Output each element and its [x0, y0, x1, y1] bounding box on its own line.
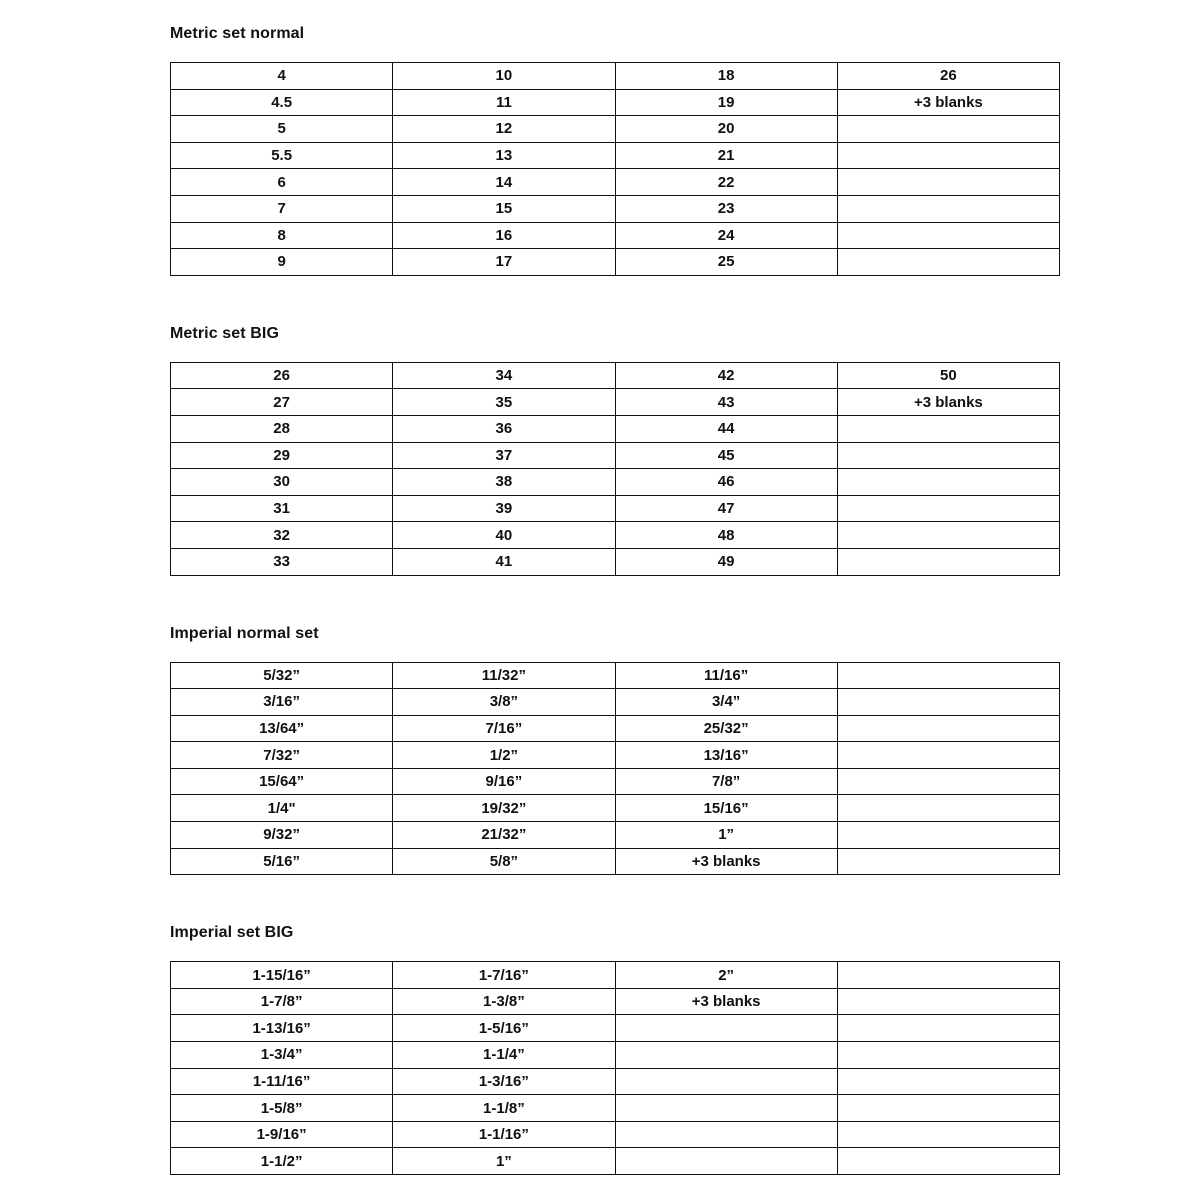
table-cell: [615, 1095, 837, 1122]
table-cell: 37: [393, 442, 615, 469]
table-row: [171, 962, 1060, 989]
table-cell: 1/2”: [393, 742, 615, 769]
table-cell: 42: [615, 362, 837, 389]
table-row: [171, 222, 1060, 249]
table-cell: 7/16”: [393, 715, 615, 742]
section-title-metric-normal: Metric set normal: [170, 25, 305, 42]
table-cell: 13/64”: [171, 715, 393, 742]
table-cell: 12: [393, 116, 615, 143]
table-cell: 43: [615, 389, 837, 416]
table-cell: 49: [615, 548, 837, 575]
table-row: [171, 362, 1060, 389]
table-cell: [837, 795, 1059, 822]
table-cell: 4: [171, 63, 393, 90]
table-cell: 50: [837, 362, 1059, 389]
table-cell: [837, 116, 1059, 143]
table-row: [171, 415, 1060, 442]
table-cell: 22: [615, 169, 837, 196]
table-row: [171, 249, 1060, 276]
table-cell: [615, 1042, 837, 1069]
table-cell: 5/32”: [171, 662, 393, 689]
table-cell: [837, 689, 1059, 716]
table-row: [171, 522, 1060, 549]
table-cell: 1”: [615, 822, 837, 849]
table-cell: 1”: [393, 1148, 615, 1175]
table-cell: 1/4": [171, 795, 393, 822]
table-cell: 38: [393, 469, 615, 496]
table-row: [171, 1015, 1060, 1042]
section-title-metric-big: Metric set BIG: [170, 324, 279, 342]
table-row: [171, 142, 1060, 169]
metric-normal-table: [170, 62, 1060, 276]
table-cell: 30: [171, 469, 393, 496]
table-row: [171, 1042, 1060, 1069]
table-cell: 41: [393, 548, 615, 575]
table-cell: 1-1/4”: [393, 1042, 615, 1069]
table-cell: [615, 1068, 837, 1095]
table-cell: 44: [615, 415, 837, 442]
table-cell: 1-3/4”: [171, 1042, 393, 1069]
metric-big-table: [170, 362, 1060, 576]
table-cell: 1-1/16”: [393, 1121, 615, 1148]
table-cell: 33: [171, 548, 393, 575]
imperial-big-table: [170, 961, 1060, 1175]
table-cell: 15: [393, 195, 615, 222]
table-cell: [837, 962, 1059, 989]
table-cell: [837, 1121, 1059, 1148]
table-cell: [837, 1148, 1059, 1175]
table-row: [171, 689, 1060, 716]
table-row: [171, 795, 1060, 822]
table-cell: [837, 1015, 1059, 1042]
table-row: [171, 169, 1060, 196]
table-cell: 11/16”: [615, 662, 837, 689]
table-cell: 1-9/16”: [171, 1121, 393, 1148]
table-cell: 35: [393, 389, 615, 416]
table-row: [171, 548, 1060, 575]
table-cell: 3/16”: [171, 689, 393, 716]
table-row: [171, 116, 1060, 143]
table-cell: 9/32”: [171, 822, 393, 849]
section-imperial-big: [170, 924, 1060, 1175]
table-cell: [837, 848, 1059, 875]
table-row: [171, 89, 1060, 116]
table-cell: [615, 1148, 837, 1175]
table-row: [171, 1121, 1060, 1148]
table-cell: 9/16”: [393, 768, 615, 795]
table-cell: [837, 415, 1059, 442]
table-cell: 1-3/16”: [393, 1068, 615, 1095]
table-row: [171, 1095, 1060, 1122]
table-cell: 25/32”: [615, 715, 837, 742]
table-cell: 48: [615, 522, 837, 549]
table-row: [171, 742, 1060, 769]
table-row: [171, 988, 1060, 1015]
table-cell: 36: [393, 415, 615, 442]
table-row: [171, 1148, 1060, 1175]
table-cell: 1-3/8”: [393, 988, 615, 1015]
table-cell: 18: [615, 63, 837, 90]
table-cell: [837, 522, 1059, 549]
table-cell: 20: [615, 116, 837, 143]
table-cell: 39: [393, 495, 615, 522]
table-cell: 15/16”: [615, 795, 837, 822]
table-row: [171, 495, 1060, 522]
imperial-normal-table: [170, 662, 1060, 876]
table-cell: [837, 249, 1059, 276]
section-metric-normal: [170, 25, 1060, 276]
table-cell: 21/32”: [393, 822, 615, 849]
table-cell: 1-7/8”: [171, 988, 393, 1015]
table-cell: 34: [393, 362, 615, 389]
table-cell: 16: [393, 222, 615, 249]
table-cell: 45: [615, 442, 837, 469]
table-cell: 8: [171, 222, 393, 249]
table-cell: +3 blanks: [615, 848, 837, 875]
table-cell: 13/16”: [615, 742, 837, 769]
table-cell: 28: [171, 415, 393, 442]
table-cell: 1-5/16”: [393, 1015, 615, 1042]
table-cell: 5.5: [171, 142, 393, 169]
table-cell: [837, 1095, 1059, 1122]
table-cell: 1-1/8”: [393, 1095, 615, 1122]
table-cell: 4.5: [171, 89, 393, 116]
table-cell: 5: [171, 116, 393, 143]
table-cell: 17: [393, 249, 615, 276]
table-cell: +3 blanks: [837, 89, 1059, 116]
table-cell: 26: [171, 362, 393, 389]
table-cell: [837, 662, 1059, 689]
table-cell: 25: [615, 249, 837, 276]
table-cell: 1-13/16”: [171, 1015, 393, 1042]
section-title-imperial-normal: Imperial normal set: [170, 624, 319, 642]
table-cell: 32: [171, 522, 393, 549]
table-row: [171, 442, 1060, 469]
table-cell: 40: [393, 522, 615, 549]
table-cell: 7: [171, 195, 393, 222]
table-cell: 9: [171, 249, 393, 276]
table-cell: [837, 442, 1059, 469]
table-row: [171, 195, 1060, 222]
table-row: [171, 63, 1060, 90]
table-cell: [837, 548, 1059, 575]
table-cell: 46: [615, 469, 837, 496]
table-cell: 31: [171, 495, 393, 522]
table-row: [171, 822, 1060, 849]
table-cell: +3 blanks: [837, 389, 1059, 416]
table-cell: 11/32”: [393, 662, 615, 689]
table-row: [171, 715, 1060, 742]
section-imperial-normal: [170, 625, 1060, 876]
table-cell: [615, 1121, 837, 1148]
table-cell: [837, 169, 1059, 196]
table-cell: 1-1/2”: [171, 1148, 393, 1175]
table-row: [171, 768, 1060, 795]
table-cell: 1-7/16”: [393, 962, 615, 989]
table-cell: [837, 768, 1059, 795]
table-cell: 19: [615, 89, 837, 116]
table-cell: [837, 469, 1059, 496]
table-cell: [837, 195, 1059, 222]
table-cell: 7/32”: [171, 742, 393, 769]
table-cell: [837, 742, 1059, 769]
table-cell: 1-15/16”: [171, 962, 393, 989]
table-cell: 2”: [615, 962, 837, 989]
table-row: [171, 1068, 1060, 1095]
table-cell: 3/4”: [615, 689, 837, 716]
table-cell: 21: [615, 142, 837, 169]
table-cell: 6: [171, 169, 393, 196]
table-cell: 23: [615, 195, 837, 222]
table-cell: 10: [393, 63, 615, 90]
table-cell: 26: [837, 63, 1059, 90]
table-cell: 14: [393, 169, 615, 196]
table-cell: 5/16”: [171, 848, 393, 875]
table-row: [171, 662, 1060, 689]
table-cell: 47: [615, 495, 837, 522]
table-cell: 7/8”: [615, 768, 837, 795]
table-cell: 27: [171, 389, 393, 416]
table-cell: 29: [171, 442, 393, 469]
table-cell: 3/8”: [393, 689, 615, 716]
table-cell: [837, 822, 1059, 849]
section-title-imperial-big: Imperial set BIG: [170, 924, 294, 942]
table-cell: +3 blanks: [615, 988, 837, 1015]
table-cell: 5/8”: [393, 848, 615, 875]
table-cell: 19/32”: [393, 795, 615, 822]
table-cell: [837, 1042, 1059, 1069]
table-cell: [837, 142, 1059, 169]
table-cell: 24: [615, 222, 837, 249]
table-cell: 11: [393, 89, 615, 116]
table-cell: [615, 1015, 837, 1042]
table-cell: 13: [393, 142, 615, 169]
table-cell: [837, 222, 1059, 249]
table-cell: [837, 1068, 1059, 1095]
table-cell: 15/64”: [171, 768, 393, 795]
table-cell: [837, 715, 1059, 742]
table-cell: [837, 988, 1059, 1015]
table-cell: [837, 495, 1059, 522]
table-cell: 1-11/16”: [171, 1068, 393, 1095]
section-metric-big: [170, 325, 1060, 576]
table-row: [171, 469, 1060, 496]
table-cell: 1-5/8”: [171, 1095, 393, 1122]
table-row: [171, 389, 1060, 416]
table-row: [171, 848, 1060, 875]
